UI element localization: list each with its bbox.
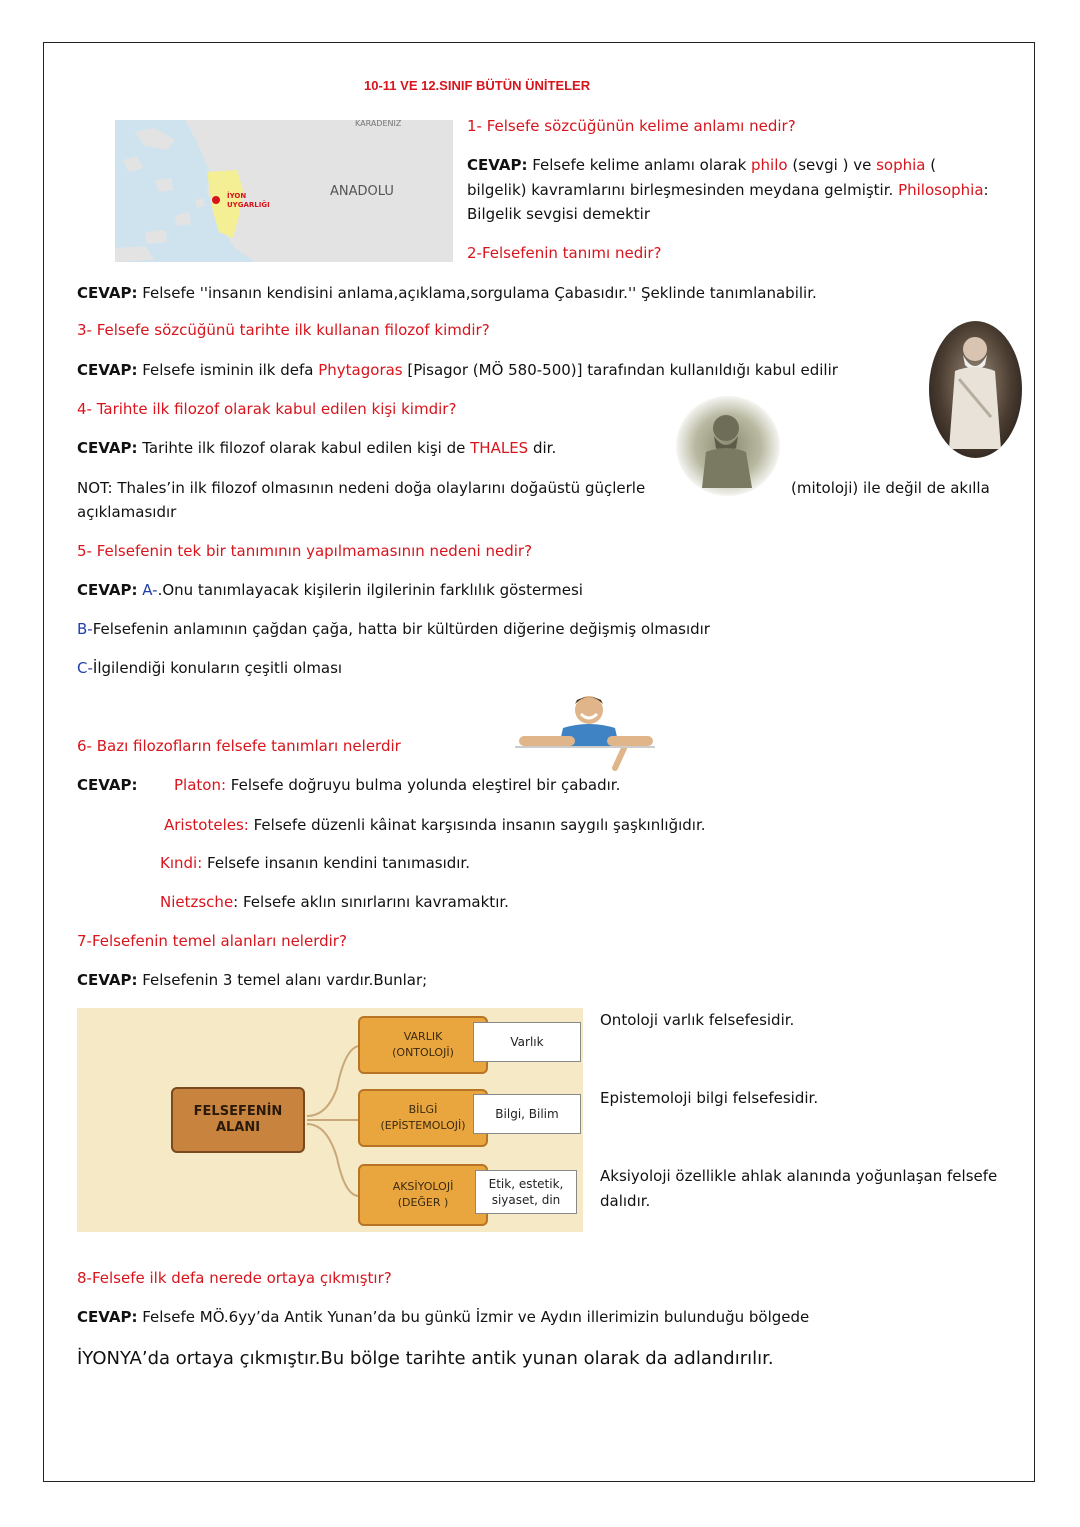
svg-text:İYON: İYON: [227, 192, 247, 200]
definition-nietzsche: Nietzsche: Felsefe aklın sınırlarını kavramaktır.: [160, 893, 509, 911]
question-6: 6- Bazı filozofların felsefe tanımları nelerdir: [77, 737, 401, 755]
note-epistemology: Epistemoloji bilgi felsefesidir.: [600, 1089, 819, 1107]
answer-3: CEVAP: Felsefe isminin ilk defa Phytagoras [Pisagor (MÖ 580-500)] tarafından kullanıldığı kabul edilir: [77, 361, 838, 379]
answer-8-line-1: CEVAP: Felsefe MÖ.6yy’da Antik Yunan’da bu günkü İzmir ve Aydın illerimizin bulunduğu bölgede: [77, 1308, 810, 1326]
question-8: 8-Felsefe ilk defa nerede ortaya çıkmıştır?: [77, 1269, 392, 1287]
diagram-detail-ontology: Varlık: [473, 1022, 581, 1062]
question-5: 5- Felsefenin tek bir tanımının yapılmamasının nedeni nedir?: [77, 542, 533, 560]
diagram-branch-ontology: VARLIK (ONTOLOJİ): [358, 1016, 488, 1074]
question-1: 1- Felsefe sözcüğünün kelime anlamı nedir?: [467, 117, 796, 135]
diagram-branch-axiology: AKSİYOLOJİ (DEĞER ): [358, 1164, 488, 1226]
answer-5-b: B-Felsefenin anlamının çağdan çağa, hatta bir kültürden diğerine değişmiş olmasıdır: [77, 620, 710, 638]
page-title: 10-11 VE 12.SINIF BÜTÜN ÜNİTELER: [364, 78, 591, 93]
note-4-line-2: açıklamasıdır: [77, 503, 177, 521]
note-axiology-line-1: Aksiyoloji özellikle ahlak alanında yoğunlaşan felsefe: [600, 1167, 998, 1185]
answer-4: CEVAP: Tarihte ilk filozof olarak kabul edilen kişi de THALES dir.: [77, 439, 557, 457]
answer-2: CEVAP: Felsefe ''insanın kendisini anlama,açıklama,sorgulama Çabasıdır.'' Şeklinde tanımlanabilir.: [77, 284, 817, 302]
pointing-man-illustration: [515, 694, 655, 774]
question-4: 4- Tarihte ilk filozof olarak kabul edilen kişi kimdir?: [77, 400, 457, 418]
svg-text:KARADENİZ: KARADENİZ: [355, 120, 402, 128]
note-axiology-line-2: dalıdır.: [600, 1192, 651, 1210]
diagram-detail-epistemology: Bilgi, Bilim: [473, 1094, 581, 1134]
note-ontology: Ontoloji varlık felsefesidir.: [600, 1011, 795, 1029]
question-2: 2-Felsefenin tanımı nedir?: [467, 244, 662, 262]
answer-5-a: CEVAP: A-.Onu tanımlayacak kişilerin ilgilerinin farklılık göstermesi: [77, 581, 583, 599]
definition-platon: Platon: Felsefe doğruyu bulma yolunda eleştirel bir çabadır.: [174, 776, 621, 794]
diagram-main-box: FELSEFENİN ALANI: [171, 1087, 305, 1153]
note-4-line-1b: (mitoloji) ile değil de akılla: [791, 479, 990, 497]
answer-7: CEVAP: Felsefenin 3 temel alanı vardır.Bunlar;: [77, 971, 428, 989]
answer-5-c: C-İlgilendiği konuların çeşitli olması: [77, 659, 343, 677]
philosophy-fields-diagram: [77, 1008, 583, 1232]
answer-1-line-1: CEVAP: Felsefe kelime anlamı olarak philo (sevgi ) ve sophia (: [467, 156, 937, 174]
note-4-line-1: NOT: Thales’in ilk filozof olmasının nedeni doğa olaylarını doğaüstü güçlerle: [77, 479, 646, 497]
ionia-map: [115, 120, 453, 262]
question-7: 7-Felsefenin temel alanları nelerdir?: [77, 932, 347, 950]
answer-1-line-3: Bilgelik sevgisi demektir: [467, 205, 651, 223]
thales-bust: [676, 396, 780, 496]
diagram-detail-axiology: Etik, estetik, siyaset, din: [475, 1170, 577, 1214]
pythagoras-portrait: [929, 321, 1022, 458]
answer-8-line-2: İYONYA’da ortaya çıkmıştır.Bu bölge tarihte antik yunan olarak da adlandırılır.: [77, 1348, 774, 1369]
map-label-anadolu: ANADOLU: [330, 184, 394, 199]
answer-6-label: CEVAP:: [77, 776, 138, 794]
diagram-branch-epistemology: BİLGİ (EPİSTEMOLOJİ): [358, 1089, 488, 1147]
definition-aristoteles: Aristoteles: Felsefe düzenli kâinat karşısında insanın saygılı şaşkınlığıdır.: [164, 816, 706, 834]
definition-kindi: Kındi: Felsefe insanın kendini tanımasıdır.: [160, 854, 470, 872]
question-3: 3- Felsefe sözcüğünü tarihte ilk kullanan filozof kimdir?: [77, 321, 490, 339]
svg-text:UYGARLIĞI: UYGARLIĞI: [227, 201, 270, 209]
answer-1-line-2: bilgelik) kavramlarını birleşmesinden meydana gelmiştir. Philosophia:: [467, 181, 989, 199]
